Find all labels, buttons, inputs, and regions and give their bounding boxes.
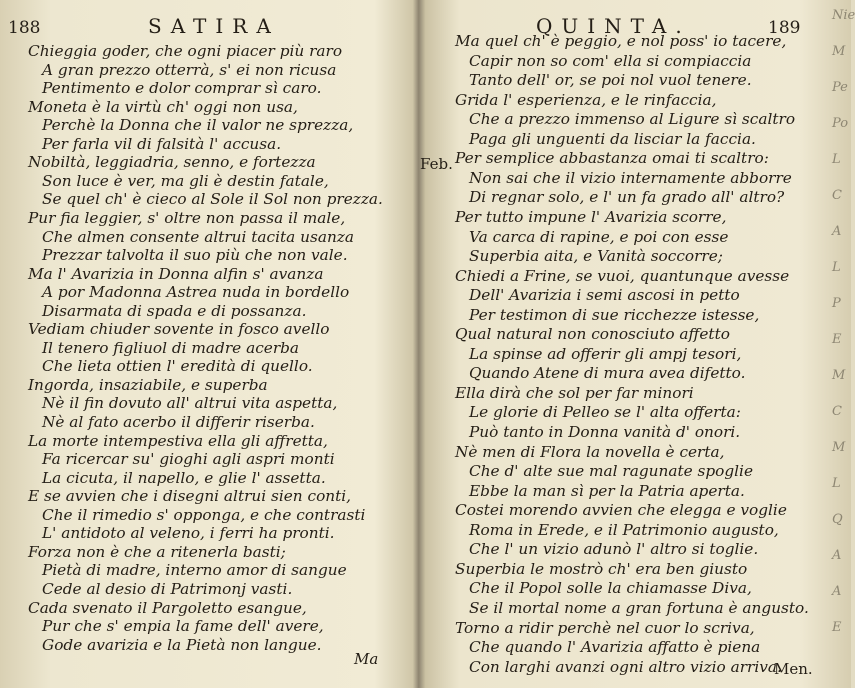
right-verse-line: Ella dirà che sol per far minori	[455, 383, 694, 402]
right-verse-line: Per testimon di sue ricchezze istesse,	[469, 305, 760, 324]
right-verse-line: Ebbe la man sì per la Patria aperta.	[469, 481, 745, 500]
right-verse-line: Con larghi avanzi ogni altro vizio arriva.	[469, 657, 782, 676]
left-verse-line: Che il rimedio s' opponga, e che contrasti	[42, 505, 366, 524]
left-verse-line: Pur che s' empia la fame dell' avere,	[42, 617, 324, 636]
side-label: Feb.	[420, 155, 453, 173]
right-verse-line: Roma in Erede, e il Patrimonio augusto,	[469, 520, 779, 539]
right-verse-line: La spinse ad offerir gli ampj tesori,	[469, 344, 742, 363]
left-verse-line: Nè il fin dovuto all' altrui vita aspetta,	[42, 394, 338, 413]
right-verse-line: Chiedi a Frine, se vuoi, quantunque avesse	[455, 266, 790, 285]
right-verse-line: Nè men di Flora la novella è certa,	[455, 442, 725, 461]
right-verse-line: Torno a ridir perchè nel cuor lo scriva,	[455, 618, 755, 637]
edge-fragment: L	[832, 476, 841, 491]
right-verse-line: Dell' Avarizia i semi ascosi in petto	[469, 286, 740, 305]
left-verse-line: Pentimento e dolor comprar sì caro.	[42, 79, 322, 98]
right-catchword: Men.	[774, 660, 813, 678]
right-verse-line: Che il Popol solle la chiamasse Diva,	[469, 579, 752, 598]
left-verse-line: Prezzar talvolta il suo più che non vale.	[42, 246, 348, 265]
left-verse-line: Chieggia goder, che ogni piacer più raro	[28, 42, 343, 60]
edge-fragment: M	[832, 44, 846, 59]
right-page	[418, 0, 855, 688]
right-page-number: 189	[768, 18, 801, 38]
edge-fragment: Pe	[832, 80, 848, 95]
left-verse-line: A gran prezzo otterrà, s' ei non ricusa	[42, 60, 337, 79]
left-verse-line: Disarmata di spada e di possanza.	[42, 301, 307, 320]
right-verse-line: Non sai che il vizio internamente abborre	[469, 168, 792, 187]
right-verse-line: Che l' un vizio adunò l' altro si toglie.	[469, 540, 759, 559]
right-verse-line: Se il mortal nome a gran fortuna è angusto.	[469, 598, 809, 617]
edge-fragment: P	[832, 296, 841, 311]
right-verse-line: Che d' alte sue mal ragunate spoglie	[469, 462, 753, 481]
edge-fragment: Po	[832, 116, 849, 131]
left-verse-line: Pietà di madre, interno amor di sangue	[42, 561, 347, 580]
left-verse-line: Vediam chiuder sovente in fosco avello	[28, 320, 330, 339]
right-verse-line: Per semplice abbastanza omai ti scaltro:	[455, 149, 769, 168]
right-verse-line: Che a prezzo immenso al Ligure sì scaltro	[469, 110, 796, 129]
left-verse-line: Fa ricercar su' gioghi agli aspri monti	[42, 450, 335, 469]
edge-fragment: C	[832, 404, 842, 419]
right-verse-line: Le glorie di Pelleo se l' alta offerta:	[469, 403, 741, 422]
left-verse-line: Per farla vil di falsità l' accusa.	[42, 134, 282, 153]
left-verse-line: Perchè la Donna che il valor ne sprezza,	[42, 116, 354, 135]
edge-fragment: A	[832, 584, 842, 599]
right-running-head: QUINTA.	[536, 14, 691, 38]
right-verse-line: Può tanto in Donna vanità d' onori.	[469, 423, 741, 441]
left-verse-line: Cede al desio di Patrimonj vasti.	[42, 579, 293, 598]
left-verse-line: Nè al fato acerbo il differir riserba.	[42, 413, 315, 431]
left-verse-line: Nobiltà, leggiadria, senno, e fortezza	[28, 153, 316, 172]
left-verse-line: Che almen consente altrui tacita usanza	[42, 227, 354, 246]
left-verse-line: Che lieta ottien l' eredità di quello.	[42, 357, 313, 376]
edge-fragment: L	[832, 152, 841, 167]
edge-fragment: A	[832, 224, 842, 239]
edge-fragment: M	[832, 368, 846, 383]
right-verse-line: Capir non so com' ella si compiaccia	[469, 51, 752, 70]
left-page-number: 188	[8, 18, 41, 38]
edge-fragment: E	[832, 620, 842, 635]
left-verse-line: Gode avarizia e la Pietà non langue.	[42, 635, 322, 654]
left-verse-line: Moneta è la virtù ch' oggi non usa,	[28, 97, 298, 116]
right-verse-line: Costei morendo avvien che elegga e voglie	[455, 501, 787, 520]
edge-fragment: Q	[832, 512, 843, 527]
left-catchword: Ma	[354, 650, 379, 668]
left-verse-line: Forza non è che a ritenerla basti;	[28, 542, 286, 561]
right-verse-line: Grida l' esperienza, e le rinfaccia,	[455, 90, 717, 109]
left-verse-line: Son luce è ver, ma gli è destin fatale,	[42, 171, 329, 190]
edge-fragment: A	[832, 548, 842, 563]
edge-fragment: E	[832, 332, 842, 347]
right-verse-line: Per tutto impune l' Avarizia scorre,	[455, 207, 727, 226]
right-verse-line: Superbia aita, e Vanità soccorre;	[469, 247, 723, 266]
right-verse-line: Quando Atene di mura avea difetto.	[469, 364, 746, 383]
left-verse-line: L' antidoto al veleno, i ferri ha pronti.	[42, 524, 335, 543]
edge-fragment: M	[832, 440, 846, 455]
edge-fragment: Nie	[832, 8, 855, 23]
right-verse-line: Tanto dell' or, se poi nol vuol tenere.	[469, 71, 752, 90]
right-verse-line: Superbia le mostrò ch' era ben giusto	[455, 559, 748, 578]
left-verse-line: La cicuta, il napello, e glie l' assetta.	[42, 468, 326, 487]
left-verse-line: Ingorda, insaziabile, e superba	[28, 375, 268, 394]
left-verse-line: Cada svenato il Pargoletto esangue,	[28, 598, 307, 617]
right-verse-line: Qual natural non conosciuto affetto	[455, 325, 730, 344]
right-verse-line: Di regnar solo, e l' un fa grado all' altro?	[469, 188, 785, 207]
left-verse-line: E se avvien che i disegni altrui sien conti,	[28, 487, 352, 506]
left-verse-line: Pur fia leggier, s' oltre non passa il male,	[28, 208, 346, 227]
right-verse-line: Va carca di rapine, e poi con esse	[469, 227, 729, 246]
left-running-head: SATIRA	[148, 14, 280, 38]
right-verse-line: Ma quel ch' è peggio, e nol poss' io tacere,	[455, 32, 787, 50]
left-verse-line: Ma l' Avarizia in Donna alfin s' avanza	[28, 264, 324, 283]
edge-fragment: L	[832, 260, 841, 275]
right-verse-line: Che quando l' Avarizia affatto è piena	[469, 638, 761, 657]
edge-fragment: C	[832, 188, 842, 203]
left-verse-line: A por Madonna Astrea nuda in bordello	[42, 283, 350, 302]
left-page	[0, 0, 408, 688]
left-verse-line: La morte intempestiva ella gli affretta,	[28, 431, 328, 450]
left-verse-line: Se quel ch' è cieco al Sole il Sol non prezza.	[42, 190, 383, 209]
left-verse-line: Il tenero figliuol di madre acerba	[42, 338, 300, 357]
right-verse-line: Paga gli unguenti da lisciar la faccia.	[469, 129, 756, 148]
